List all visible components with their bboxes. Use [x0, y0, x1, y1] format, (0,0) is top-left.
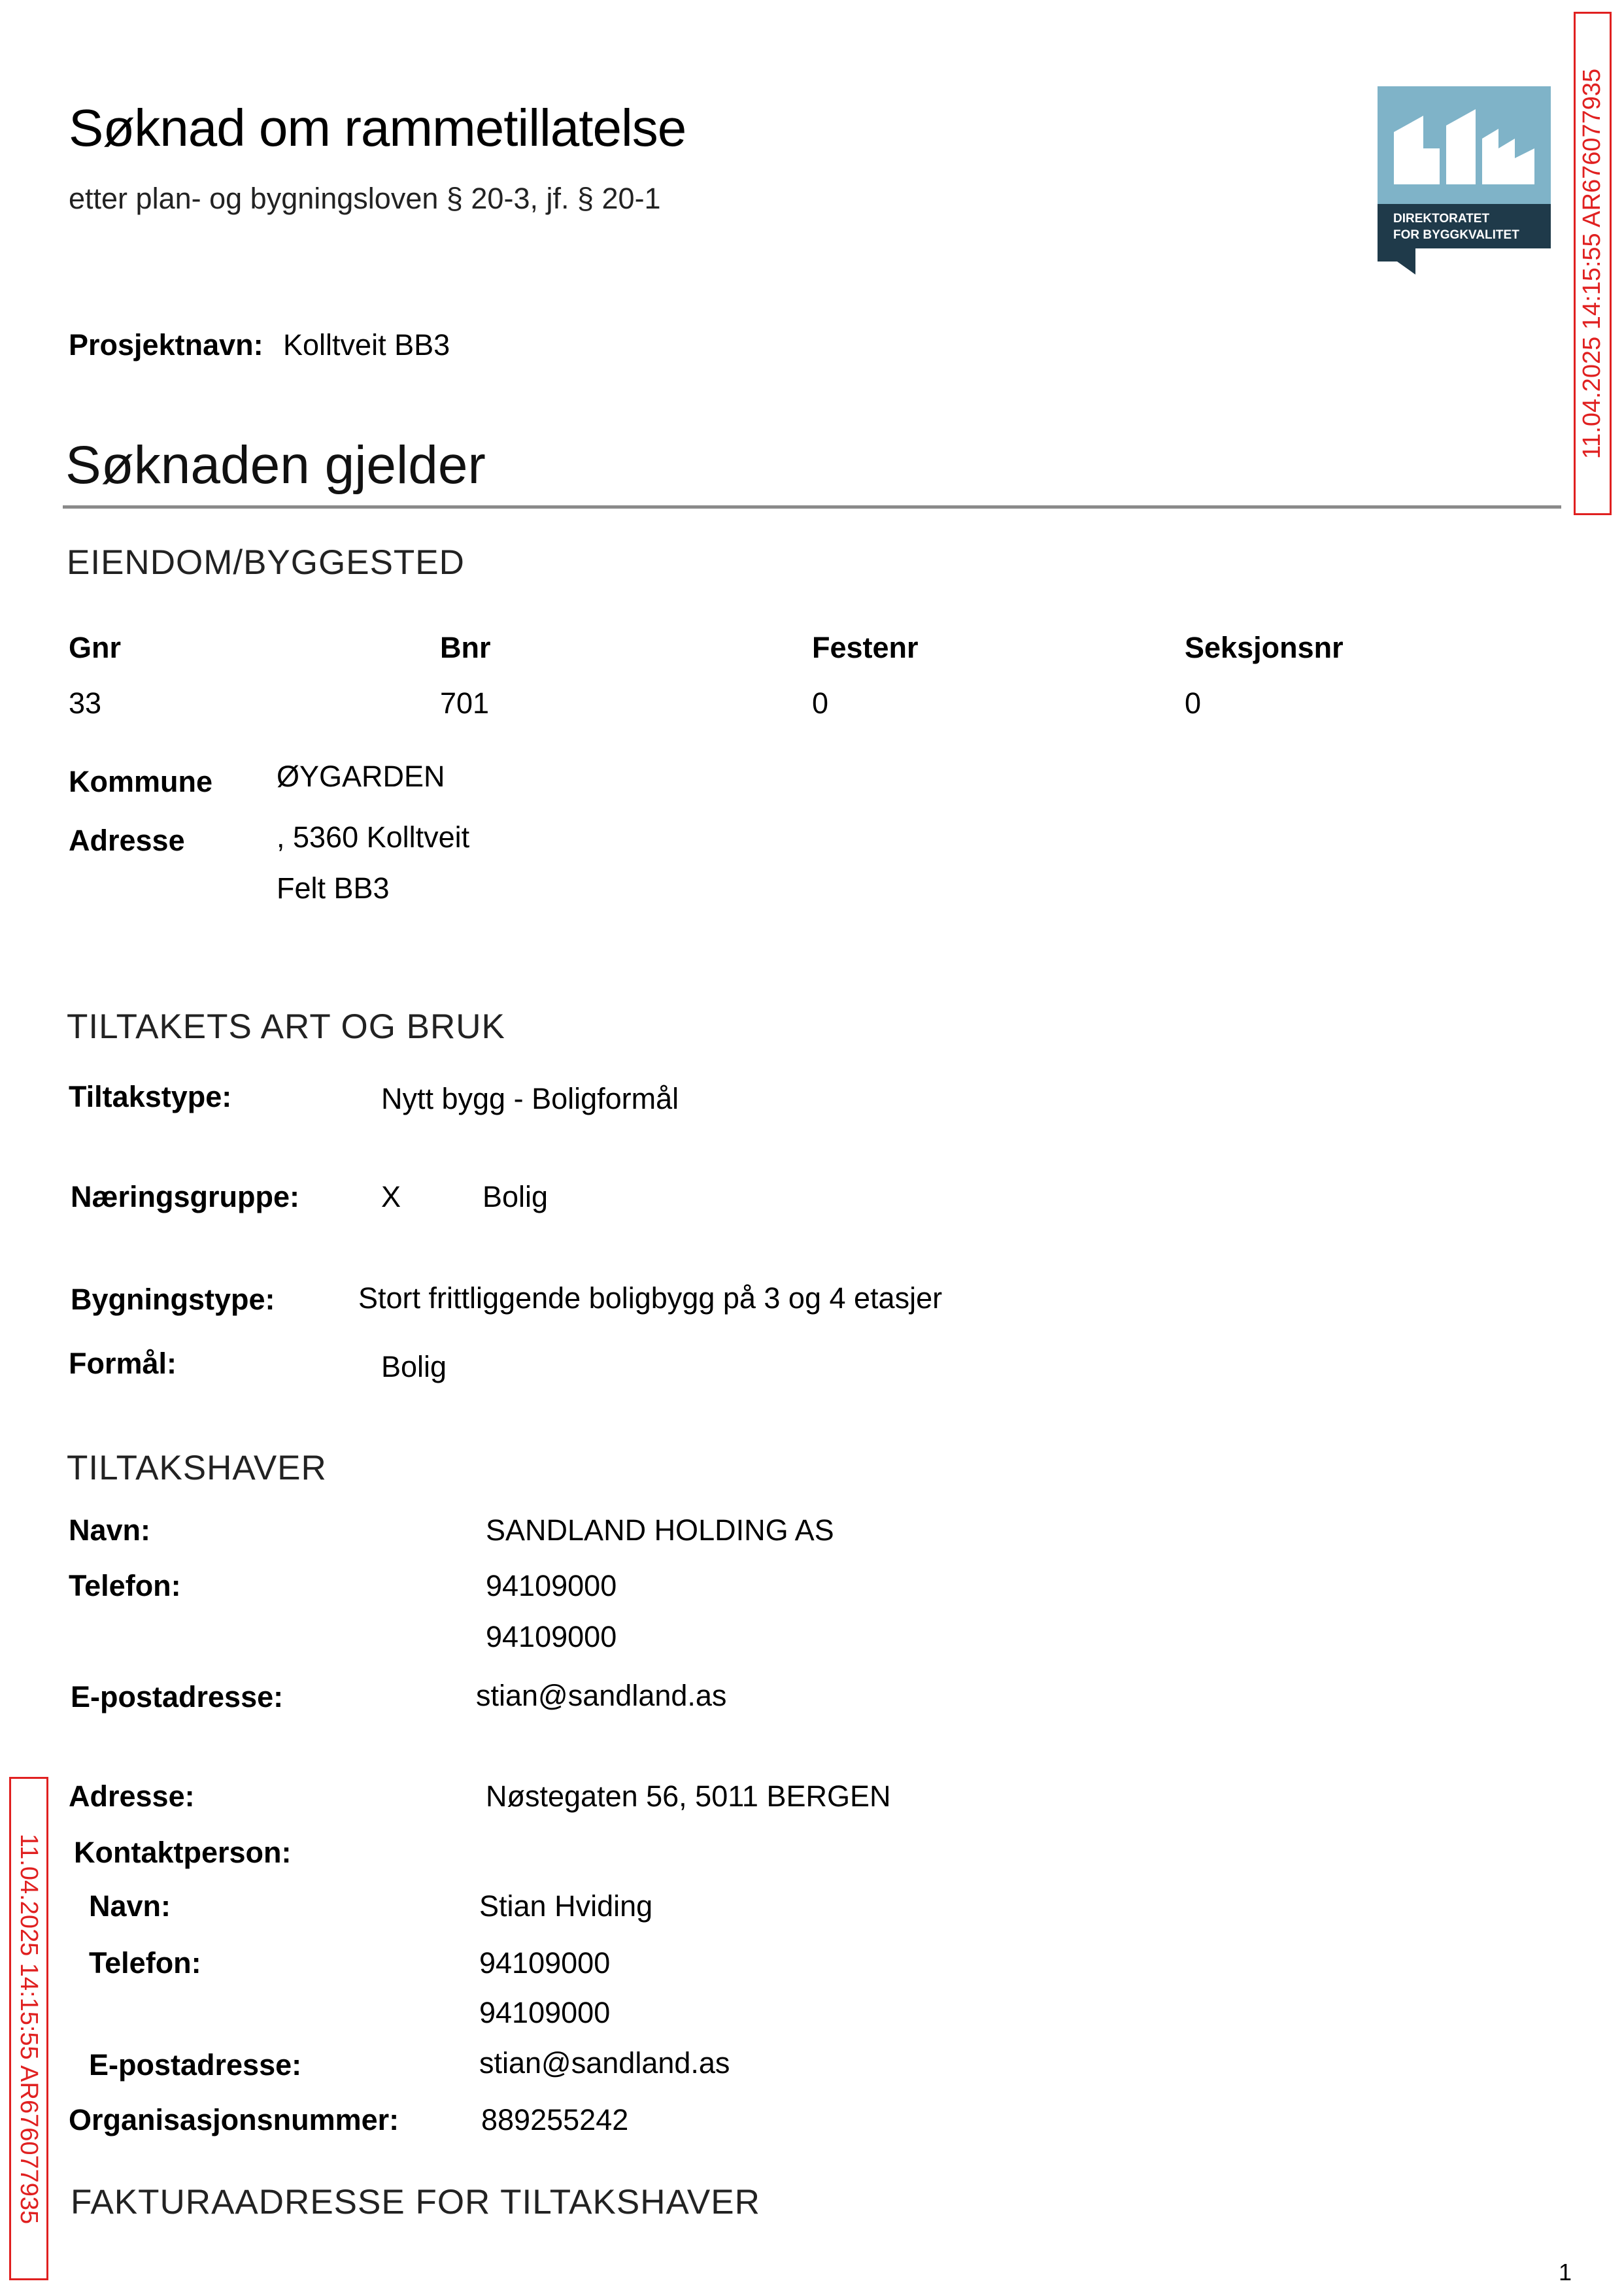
formal-label: Formål:	[69, 1347, 177, 1380]
kommune-value: ØYGARDEN	[277, 760, 445, 793]
bnr-label: Bnr	[440, 631, 491, 664]
owner-navn-label: Navn:	[69, 1513, 151, 1547]
adresse-line2: Felt BB3	[277, 871, 390, 905]
naeringsgruppe-label: Næringsgruppe:	[71, 1180, 300, 1213]
kontakt-epost-value: stian@sandland.as	[479, 2046, 730, 2080]
document-title: Søknad om rammetillatelse	[69, 99, 686, 157]
owner-navn-value: SANDLAND HOLDING AS	[486, 1513, 834, 1547]
owner-epost-label: E-postadresse:	[71, 1680, 284, 1713]
bygningstype-label: Bygningstype:	[71, 1283, 275, 1316]
owner-adresse-value: Nøstegaten 56, 5011 BERGEN	[486, 1780, 891, 1813]
kontakt-navn-value: Stian Hviding	[479, 1889, 653, 1923]
invoice-heading: FAKTURAADRESSE FOR TILTAKSHAVER	[71, 2183, 760, 2221]
kontakt-telefon-value1: 94109000	[479, 1946, 611, 1980]
logo-graphic	[1378, 86, 1551, 275]
stamp-text: 11.04.2025 14:15:55 AR676077935	[1578, 68, 1606, 459]
logo-text-line2: FOR BYGGKVALITET	[1393, 228, 1519, 242]
timestamp-stamp-left	[9, 1777, 48, 2280]
gnr-label: Gnr	[69, 631, 122, 664]
bnr-value: 701	[440, 686, 490, 720]
property-heading: EIENDOM/BYGGESTED	[67, 543, 465, 582]
formal-value: Bolig	[381, 1350, 447, 1383]
orgnr-label: Organisasjonsnummer:	[69, 2103, 399, 2136]
page-number: 1	[1559, 2259, 1572, 2286]
timestamp-stamp-top	[1574, 12, 1612, 515]
naeringsgruppe-code: X	[381, 1180, 401, 1213]
owner-telefon-value1: 94109000	[486, 1569, 617, 1602]
festenr-label: Festenr	[812, 631, 919, 664]
dibk-logo	[1378, 86, 1551, 275]
seksjonsnr-value: 0	[1185, 686, 1202, 720]
seksjonsnr-label: Seksjonsnr	[1185, 631, 1344, 664]
kontakt-epost-label: E-postadresse:	[89, 2048, 302, 2082]
tiltakstype-label: Tiltakstype:	[69, 1080, 232, 1113]
section-title: Søknaden gjelder	[65, 435, 486, 495]
tiltakstype-value: Nytt bygg - Boligformål	[381, 1082, 679, 1115]
owner-heading: TILTAKSHAVER	[67, 1449, 327, 1487]
owner-telefon-label: Telefon:	[69, 1569, 181, 1602]
logo-text-line1: DIREKTORATET	[1393, 212, 1490, 226]
kommune-label: Kommune	[69, 765, 213, 798]
document-subtitle: etter plan- og bygningsloven § 20-3, jf. § 20-1	[69, 182, 661, 215]
kontakt-telefon-value2: 94109000	[479, 1996, 611, 2029]
orgnr-value: 889255242	[481, 2103, 629, 2136]
kontakt-telefon-label: Telefon:	[89, 1946, 201, 1980]
section-divider	[63, 505, 1561, 509]
stamp-text: 11.04.2025 14:15:55 AR676077935	[15, 1833, 43, 2224]
naeringsgruppe-value: Bolig	[482, 1180, 549, 1213]
adresse-label: Adresse	[69, 824, 185, 857]
project-label: Prosjektnavn:	[69, 328, 263, 362]
gnr-value: 33	[69, 686, 102, 720]
adresse-line1: , 5360 Kolltveit	[277, 820, 470, 854]
kontaktperson-label: Kontaktperson:	[74, 1836, 292, 1869]
bygningstype-value: Stort frittliggende boligbygg på 3 og 4 etasjer	[358, 1281, 943, 1315]
owner-epost-value: stian@sandland.as	[476, 1679, 727, 1712]
owner-telefon-value2: 94109000	[486, 1620, 617, 1653]
festenr-value: 0	[812, 686, 829, 720]
kontakt-navn-label: Navn:	[89, 1889, 171, 1923]
measure-heading: TILTAKETS ART OG BRUK	[67, 1007, 505, 1046]
project-value: Kolltveit BB3	[283, 328, 450, 362]
owner-adresse-label: Adresse:	[69, 1780, 195, 1813]
